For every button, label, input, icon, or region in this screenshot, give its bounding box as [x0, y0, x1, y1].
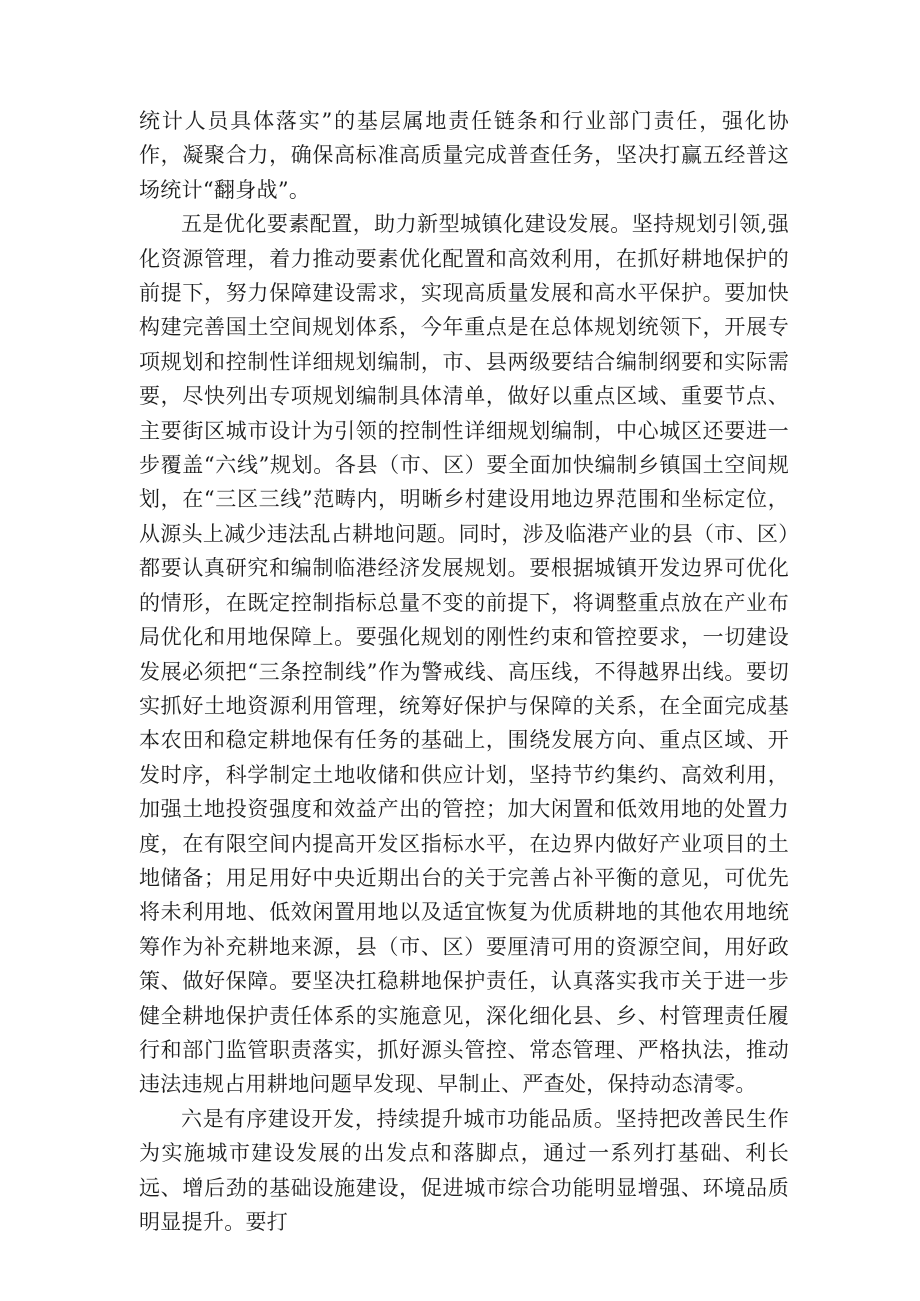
paragraph-continuation: 统计人员具体落实”的基层属地责任链条和行业部门责任，强化协作，凝聚合力，确保高标准高质量完成普查任务，坚决打赢五经普这场统计“翻身战”。 [139, 109, 789, 202]
paragraph-section-five: 五是优化要素配置，助力新型城镇化建设发展。坚持规划引领,强化资源管理，着力推动要素优化配置和高效利用，在抓好耕地保护的前提下，努力保障建设需求，实现高质量发展和高水平保护。要加快构建完善国土空间规划体系，今年重点是在总体规划统领下，开展专项规划和控制性详细规划编制，市、县两级要结合编制纲要和实际需要，尽快列出专项规划编制具体清单，做好以重点区域、重要节点、主要街区城市设计为引领的控制性详细规划编制，中心城区还要进一步覆盖“六线”规划。各县（市、区）要全面加快编制乡镇国土空间规划，在“三区三线”范畴内，明晰乡村建设用地边界范围和坐标定位，从源头上减少违法乱占耕地问题。同时，涉及临港产业的县（市、区）都要认真研究和编制临港经济发展规划。要根据城镇开发边界可优化的情形，在既定控制指标总量不变的前提下，将调整重点放在产业布局优化和用地保障上。要强化规划的刚性约束和管控要求，一切建设发展必须把“三条控制线”作为警戒线、高压线，不得越界出线。要切实抓好土地资源利用管理，统筹好保护与保障的关系，在全面完成基本农田和稳定耕地保有任务的基础上，围绕发展方向、重点区域、开发时序，科学制定土地收储和供应计划，坚持节约集约、高效利用，加强土地投资强度和效益产出的管控；加大闲置和低效用地的处置力度，在有限空间内提高开发区指标水平，在边界内做好产业项目的土地储备；用足用好中央近期出台的关于完善占补平衡的意见，可优先将未利用地、低效闲置用地以及适宜恢复为优质耕地的其他农用地统筹作为补充耕地来源，县（市、区）要厘清可用的资源空间，用好政策、做好保障。要坚决扛稳耕地保护责任，认真落实我市关于进一步健全耕地保护责任体系的实施意见，深化细化县、乡、村管理责任履行和部门监管职责落实，抓好源头管控、常态管理、严格执法，推动违法违规占用耕地问题早发现、早制止、严查处，保持动态清零。 [139, 212, 789, 1097]
document-body [139, 104, 789, 1239]
paragraph-section-six: 六是有序建设开发，持续提升城市功能品质。坚持把改善民生作为实施城市建设发展的出发点和落脚点，通过一系列打基础、利长远、增后劲的基础设施建设，促进城市综合功能明显增强、环境品质明显提升。要打 [139, 1106, 789, 1234]
